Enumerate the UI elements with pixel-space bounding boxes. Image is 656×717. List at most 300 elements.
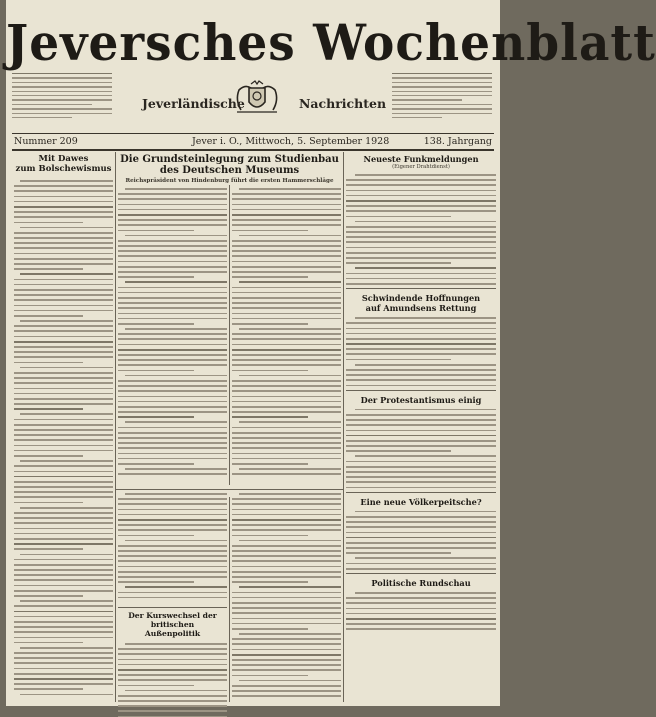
text-line <box>355 317 496 319</box>
text-line <box>118 555 227 557</box>
text-line <box>14 450 113 452</box>
text-line <box>14 491 113 493</box>
text-line <box>346 487 496 489</box>
text-line <box>232 560 341 562</box>
text-line <box>346 623 496 625</box>
article-text-block <box>346 409 496 489</box>
funk-headline: Neueste Funkmeldungen <box>363 154 479 164</box>
text-line <box>346 273 496 275</box>
text-line <box>232 271 341 273</box>
text-line <box>232 685 341 687</box>
text-line <box>20 554 113 556</box>
text-line <box>14 517 113 519</box>
text-line <box>239 328 341 330</box>
text-line <box>14 206 113 208</box>
text-line <box>14 429 113 431</box>
text-line <box>232 555 341 557</box>
text-line <box>118 597 227 599</box>
text-line <box>232 230 308 232</box>
text-line <box>20 320 113 322</box>
text-line <box>14 579 113 581</box>
text-line <box>232 406 341 408</box>
text-line <box>14 424 113 426</box>
text-line <box>346 466 496 468</box>
amundsen-headline-2: auf Amundsens Rettung <box>365 303 477 314</box>
text-line <box>20 413 113 415</box>
text-line <box>14 242 113 244</box>
text-line <box>14 351 113 353</box>
text-line <box>232 654 341 656</box>
text-line <box>118 250 227 252</box>
text-line <box>118 571 227 573</box>
text-line <box>232 442 341 444</box>
text-line <box>14 336 113 338</box>
text-line <box>346 547 496 549</box>
text-line <box>118 581 194 583</box>
text-line <box>125 643 227 645</box>
text-line <box>239 281 341 283</box>
text-line <box>232 416 308 418</box>
text-line <box>14 486 113 488</box>
text-line <box>14 678 113 680</box>
text-line <box>14 263 113 265</box>
text-line <box>232 354 341 356</box>
text-line <box>14 222 83 224</box>
text-line <box>14 356 113 358</box>
text-line <box>346 481 496 483</box>
text-line <box>232 535 308 537</box>
text-line <box>118 323 194 325</box>
text-line <box>232 638 341 640</box>
text-line <box>14 310 113 312</box>
text-line <box>14 196 113 198</box>
text-line <box>125 421 227 423</box>
text-line <box>118 401 227 403</box>
text-line <box>14 388 113 390</box>
text-line <box>20 367 113 369</box>
text-line <box>118 292 227 294</box>
text-line <box>14 496 113 498</box>
text-line <box>232 193 341 195</box>
masthead-subtitle-right: Nachrichten <box>299 96 387 111</box>
text-line <box>118 592 227 594</box>
text-line <box>20 460 113 462</box>
text-line <box>232 344 341 346</box>
masthead-subtitle-left: Jeverländische <box>142 96 245 111</box>
text-line <box>118 385 227 387</box>
text-line <box>346 200 496 202</box>
column-rule <box>343 152 344 702</box>
text-line <box>118 705 227 707</box>
text-line <box>346 283 496 285</box>
text-line <box>232 224 341 226</box>
text-line <box>118 524 227 526</box>
text-line <box>232 292 341 294</box>
text-line <box>118 560 227 562</box>
text-line <box>14 662 113 664</box>
section-rule <box>346 288 496 289</box>
text-line <box>232 453 341 455</box>
text-line <box>118 261 227 263</box>
text-line <box>118 333 227 335</box>
text-line <box>346 348 496 350</box>
text-line <box>14 372 113 374</box>
section-rule <box>118 607 227 608</box>
issue-info-bar <box>12 136 494 148</box>
text-line <box>118 245 227 247</box>
text-line <box>118 406 227 408</box>
text-line <box>118 390 227 392</box>
text-line <box>346 353 496 355</box>
text-line <box>14 185 113 187</box>
text-line <box>14 574 113 576</box>
text-line <box>232 618 341 620</box>
text-line <box>118 529 227 531</box>
text-line <box>232 276 308 278</box>
text-line <box>20 600 113 602</box>
text-line <box>346 236 496 238</box>
text-line <box>125 586 227 588</box>
text-line <box>14 631 113 633</box>
text-line <box>14 611 113 613</box>
text-line <box>346 608 496 610</box>
text-line <box>14 346 113 348</box>
text-line <box>118 318 227 320</box>
text-line <box>118 447 227 449</box>
text-line <box>355 221 496 223</box>
text-line <box>346 542 496 544</box>
text-line <box>118 442 227 444</box>
text-line <box>14 279 113 281</box>
left-headline-1: Mit Dawes <box>38 154 89 164</box>
text-line <box>346 521 496 523</box>
text-line <box>14 543 113 545</box>
text-line <box>346 440 496 442</box>
text-line <box>346 613 496 615</box>
text-line <box>232 380 341 382</box>
text-line <box>14 284 113 286</box>
section-rule <box>346 492 496 493</box>
text-line <box>346 385 496 387</box>
text-line <box>118 313 227 315</box>
text-line <box>14 362 83 364</box>
text-line <box>232 509 341 511</box>
text-line <box>14 216 113 218</box>
text-line <box>232 204 341 206</box>
text-line <box>346 430 496 432</box>
text-line <box>346 210 496 212</box>
text-line <box>118 344 227 346</box>
text-line <box>14 377 113 379</box>
text-line <box>239 633 341 635</box>
text-line <box>14 564 113 566</box>
text-line <box>232 297 341 299</box>
text-line <box>118 354 227 356</box>
text-line <box>232 447 341 449</box>
text-line <box>355 511 496 513</box>
text-line <box>346 471 496 473</box>
text-line <box>14 533 113 535</box>
text-line <box>232 219 341 221</box>
text-line <box>232 359 341 361</box>
text-line <box>232 240 341 242</box>
masthead <box>6 0 656 130</box>
text-line <box>239 421 341 423</box>
text-line <box>346 424 496 426</box>
text-line <box>118 416 194 418</box>
text-line <box>232 338 341 340</box>
article-text-block <box>118 493 227 598</box>
text-line <box>20 647 113 649</box>
text-line <box>232 675 308 677</box>
text-line <box>232 669 341 671</box>
text-line <box>118 219 227 221</box>
text-line <box>346 476 496 478</box>
politics-headline: Politische Rundschau <box>371 578 471 588</box>
text-line <box>20 694 113 696</box>
text-line <box>232 370 308 372</box>
text-line <box>118 276 194 278</box>
text-line <box>346 516 496 518</box>
text-line <box>118 550 227 552</box>
text-line <box>346 205 496 207</box>
article-text-block <box>232 188 341 475</box>
column-rule <box>229 185 230 485</box>
text-line <box>118 411 227 413</box>
text-line <box>20 180 113 182</box>
text-line <box>14 605 113 607</box>
text-line <box>355 557 496 559</box>
text-line <box>232 473 341 475</box>
text-line <box>14 616 113 618</box>
text-line <box>14 595 83 597</box>
article-text-block <box>118 188 227 475</box>
text-line <box>118 653 227 655</box>
text-line <box>239 235 341 237</box>
text-line <box>14 258 113 260</box>
text-line <box>346 445 496 447</box>
text-line <box>118 287 227 289</box>
lead-article-text-left <box>118 188 227 486</box>
text-line <box>118 710 227 712</box>
masthead-rule-top <box>12 133 494 134</box>
text-line <box>346 414 496 416</box>
british-policy-headline-2: Außenpolitik <box>144 629 201 638</box>
text-line <box>118 370 194 372</box>
text-line <box>118 307 227 309</box>
text-line <box>346 526 496 528</box>
text-line <box>346 328 496 330</box>
text-line <box>346 450 451 452</box>
text-line <box>14 330 113 332</box>
text-line <box>14 585 113 587</box>
text-line <box>239 375 341 377</box>
text-line <box>14 522 113 524</box>
text-line <box>118 700 227 702</box>
text-line <box>14 382 113 384</box>
text-line <box>118 380 227 382</box>
text-line <box>346 369 496 371</box>
text-line <box>232 198 341 200</box>
text-line <box>20 507 113 509</box>
text-line <box>118 437 227 439</box>
text-line <box>118 266 227 268</box>
text-line <box>232 592 341 594</box>
text-line <box>346 379 496 381</box>
text-line <box>14 408 83 410</box>
text-line <box>14 253 113 255</box>
text-line <box>118 297 227 299</box>
text-line <box>118 458 227 460</box>
text-line <box>346 419 496 421</box>
text-line <box>346 190 496 192</box>
text-line <box>346 552 451 554</box>
text-line <box>232 581 308 583</box>
text-line <box>118 664 227 666</box>
text-line <box>118 349 227 351</box>
text-line <box>14 439 113 441</box>
text-line <box>14 559 113 561</box>
text-line <box>14 398 113 400</box>
text-line <box>346 333 496 335</box>
text-line <box>118 240 227 242</box>
text-line <box>14 548 83 550</box>
text-line <box>14 528 113 530</box>
newspaper-page <box>6 0 656 706</box>
text-line <box>125 188 227 190</box>
newspaper-title: Jeversches Wochenblatt <box>6 14 656 73</box>
text-line <box>14 569 113 571</box>
text-line <box>239 540 341 542</box>
text-line <box>232 628 308 630</box>
text-line <box>346 537 496 539</box>
text-line <box>118 514 227 516</box>
text-line <box>118 396 227 398</box>
text-line <box>118 359 227 361</box>
article-text-block <box>232 493 341 697</box>
text-line <box>14 294 113 296</box>
text-line <box>346 563 496 565</box>
text-line <box>118 453 227 455</box>
british-policy-article <box>118 611 227 706</box>
text-line <box>239 586 341 588</box>
text-line <box>232 643 341 645</box>
text-line <box>125 540 227 542</box>
text-line <box>14 237 113 239</box>
text-line <box>232 545 341 547</box>
text-line <box>232 597 341 599</box>
text-line <box>346 231 496 233</box>
text-line <box>232 503 341 505</box>
protestantism-headline: Der Protestantismus einig <box>360 394 482 405</box>
text-line <box>118 271 227 273</box>
text-line <box>232 209 341 211</box>
article-text-block <box>346 511 496 570</box>
section-rule <box>346 573 496 574</box>
text-line <box>118 576 227 578</box>
text-line <box>14 403 113 405</box>
text-line <box>232 529 341 531</box>
article-text-block <box>346 592 496 630</box>
article-text-block <box>14 180 113 695</box>
text-line <box>14 621 113 623</box>
masthead-notice-left <box>12 70 112 132</box>
text-line <box>355 174 496 176</box>
text-line <box>346 241 496 243</box>
text-line <box>118 545 227 547</box>
text-line <box>118 659 227 661</box>
lead-headline-1: Die Grundsteinlegung zum Studienbau <box>120 154 339 165</box>
text-line <box>14 268 83 270</box>
text-line <box>14 683 113 685</box>
text-line <box>232 427 341 429</box>
article-text-block <box>346 317 496 386</box>
text-line <box>14 289 113 291</box>
text-line <box>125 493 227 495</box>
british-policy-headline-1: Der Kurswechsel der britischen <box>128 611 217 629</box>
text-line <box>14 471 113 473</box>
text-line <box>346 374 496 376</box>
text-line <box>232 571 341 573</box>
text-line <box>14 657 113 659</box>
left-column-article <box>14 154 113 704</box>
masthead-notice-right <box>392 70 492 132</box>
text-line <box>118 674 227 676</box>
text-line <box>14 325 113 327</box>
text-line <box>118 535 194 537</box>
text-line <box>346 184 496 186</box>
text-line <box>232 695 341 697</box>
text-line <box>14 481 113 483</box>
text-line <box>232 514 341 516</box>
text-line <box>346 257 496 259</box>
text-line <box>346 195 496 197</box>
text-line <box>118 193 227 195</box>
text-line <box>14 341 113 343</box>
text-line <box>232 437 341 439</box>
text-line <box>346 247 496 249</box>
text-line <box>232 612 341 614</box>
text-line <box>125 375 227 377</box>
text-line <box>118 255 227 257</box>
text-line <box>232 287 341 289</box>
text-line <box>118 209 227 211</box>
text-line <box>20 273 113 275</box>
text-line <box>118 473 227 475</box>
text-line <box>232 623 341 625</box>
text-line <box>118 695 227 697</box>
text-line <box>232 550 341 552</box>
text-line <box>232 607 341 609</box>
text-line <box>118 364 227 366</box>
center-lower-text <box>118 493 227 603</box>
text-line <box>125 468 227 470</box>
text-line <box>346 252 496 254</box>
text-line <box>14 502 83 504</box>
text-line <box>232 566 341 568</box>
text-line <box>346 338 496 340</box>
text-line <box>346 179 496 181</box>
text-line <box>346 568 496 570</box>
text-line <box>232 313 341 315</box>
text-line <box>232 307 341 309</box>
text-line <box>346 226 496 228</box>
text-line <box>14 305 113 307</box>
text-line <box>125 328 227 330</box>
text-line <box>125 281 227 283</box>
text-line <box>232 396 341 398</box>
text-line <box>14 247 113 249</box>
